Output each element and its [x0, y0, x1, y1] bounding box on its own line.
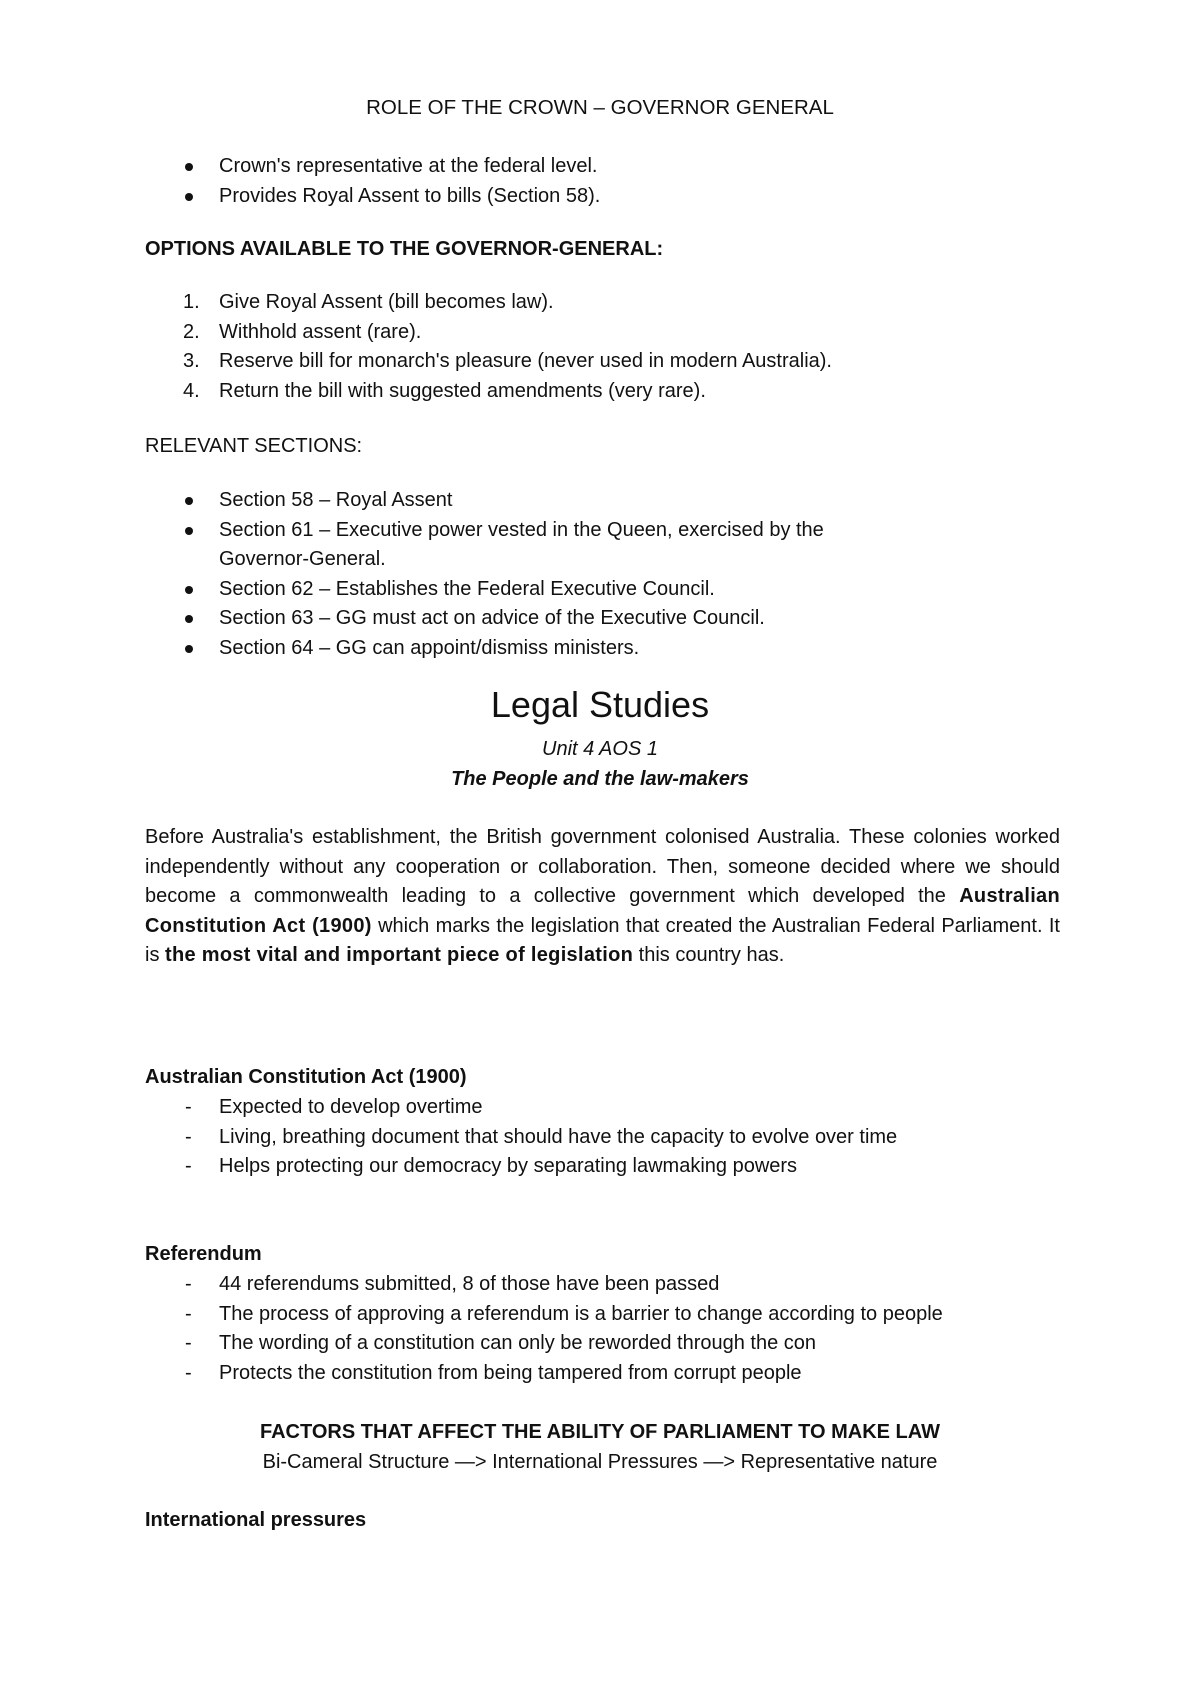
- list-item: Section 61 – Executive power vested in the Queen, exercised by the Governor-General.: [145, 516, 985, 575]
- list-item: - Protects the constitution from being tampered from corrupt people: [185, 1361, 802, 1384]
- bullet-icon: [185, 615, 193, 623]
- factors-heading: FACTORS THAT AFFECT THE ABILITY OF PARLIAMENT TO MAKE LAW: [260, 1421, 940, 1443]
- options-numbered-list: [145, 288, 1060, 406]
- factors-flow: Bi-Cameral Structure —> International Pressures —> Representative nature: [262, 1451, 938, 1473]
- intro-paragraph: Before Australia's establishment, the British government colonised Australia. These colonies worked independently without any cooperation or collaboration. Then, someone decided where we should become a commonwealth leading to a collective government which developed the Australian Constitution Act (1900) which marks the legislation that created the Australian Federal Parliament. It is the most vital and important piece of legislation this country has.: [145, 826, 1060, 966]
- list-item: 3. Reserve bill for monarch's pleasure (never used in modern Australia).: [183, 350, 832, 372]
- section-title-role-of-crown: ROLE OF THE CROWN – GOVERNOR GENERAL: [366, 96, 834, 119]
- bullet-icon: [185, 586, 193, 594]
- list-item: Section 64 – GG can appoint/dismiss ministers.: [145, 634, 985, 664]
- relevant-sections-heading: RELEVANT SECTIONS:: [145, 435, 363, 457]
- bullet-icon: [185, 497, 193, 505]
- vital-legislation-emphasis: the most vital and important piece of legislation: [165, 944, 634, 966]
- referendum-list: [145, 1270, 1060, 1388]
- constitution-act-emphasis: Australian Constitution Act (1900): [145, 885, 1060, 937]
- bullet-icon: [185, 645, 193, 653]
- constitution-heading: Australian Constitution Act (1900): [145, 1066, 467, 1088]
- international-pressures-heading: International pressures: [145, 1509, 367, 1531]
- bullet-icon: [185, 193, 193, 201]
- list-item: - Expected to develop overtime: [185, 1096, 483, 1118]
- list-item: Crown's representative at the federal level.: [145, 152, 1060, 182]
- list-item: - The wording of a constitution can only be reworded through the con: [185, 1332, 817, 1354]
- unit-subtitle: Unit 4 AOS 1: [542, 738, 658, 760]
- list-item: Section 62 – Establishes the Federal Executive Council.: [145, 575, 985, 605]
- list-item: Section 63 – GG must act on advice of the Executive Council.: [145, 604, 985, 634]
- list-item: 1. Give Royal Assent (bill becomes law).: [183, 291, 554, 313]
- role-bullet-list: [145, 152, 1060, 211]
- list-item: Provides Royal Assent to bills (Section 58).: [145, 182, 1060, 212]
- list-item: Section 58 – Royal Assent: [145, 486, 985, 516]
- options-heading: OPTIONS AVAILABLE TO THE GOVERNOR-GENERAL:: [145, 238, 664, 260]
- list-item: - The process of approving a referendum is a barrier to change according to people: [185, 1302, 943, 1325]
- bullet-icon: [185, 527, 193, 535]
- list-item: - Living, breathing document that should have the capacity to evolve over time: [185, 1125, 898, 1148]
- relevant-sections-list: [145, 486, 985, 663]
- bullet-icon: [185, 163, 193, 171]
- constitution-list: [145, 1093, 1060, 1182]
- topic-subtitle: The People and the law-makers: [451, 768, 749, 790]
- list-item: - Helps protecting our democracy by separating lawmaking powers: [185, 1155, 798, 1177]
- legal-studies-title: Legal Studies: [490, 684, 710, 725]
- list-item: - 44 referendums submitted, 8 of those have been passed: [185, 1273, 720, 1295]
- list-item: 2. Withhold assent (rare).: [183, 320, 422, 343]
- referendum-heading: Referendum: [145, 1243, 262, 1265]
- list-item: 4. Return the bill with suggested amendments (very rare).: [183, 379, 706, 402]
